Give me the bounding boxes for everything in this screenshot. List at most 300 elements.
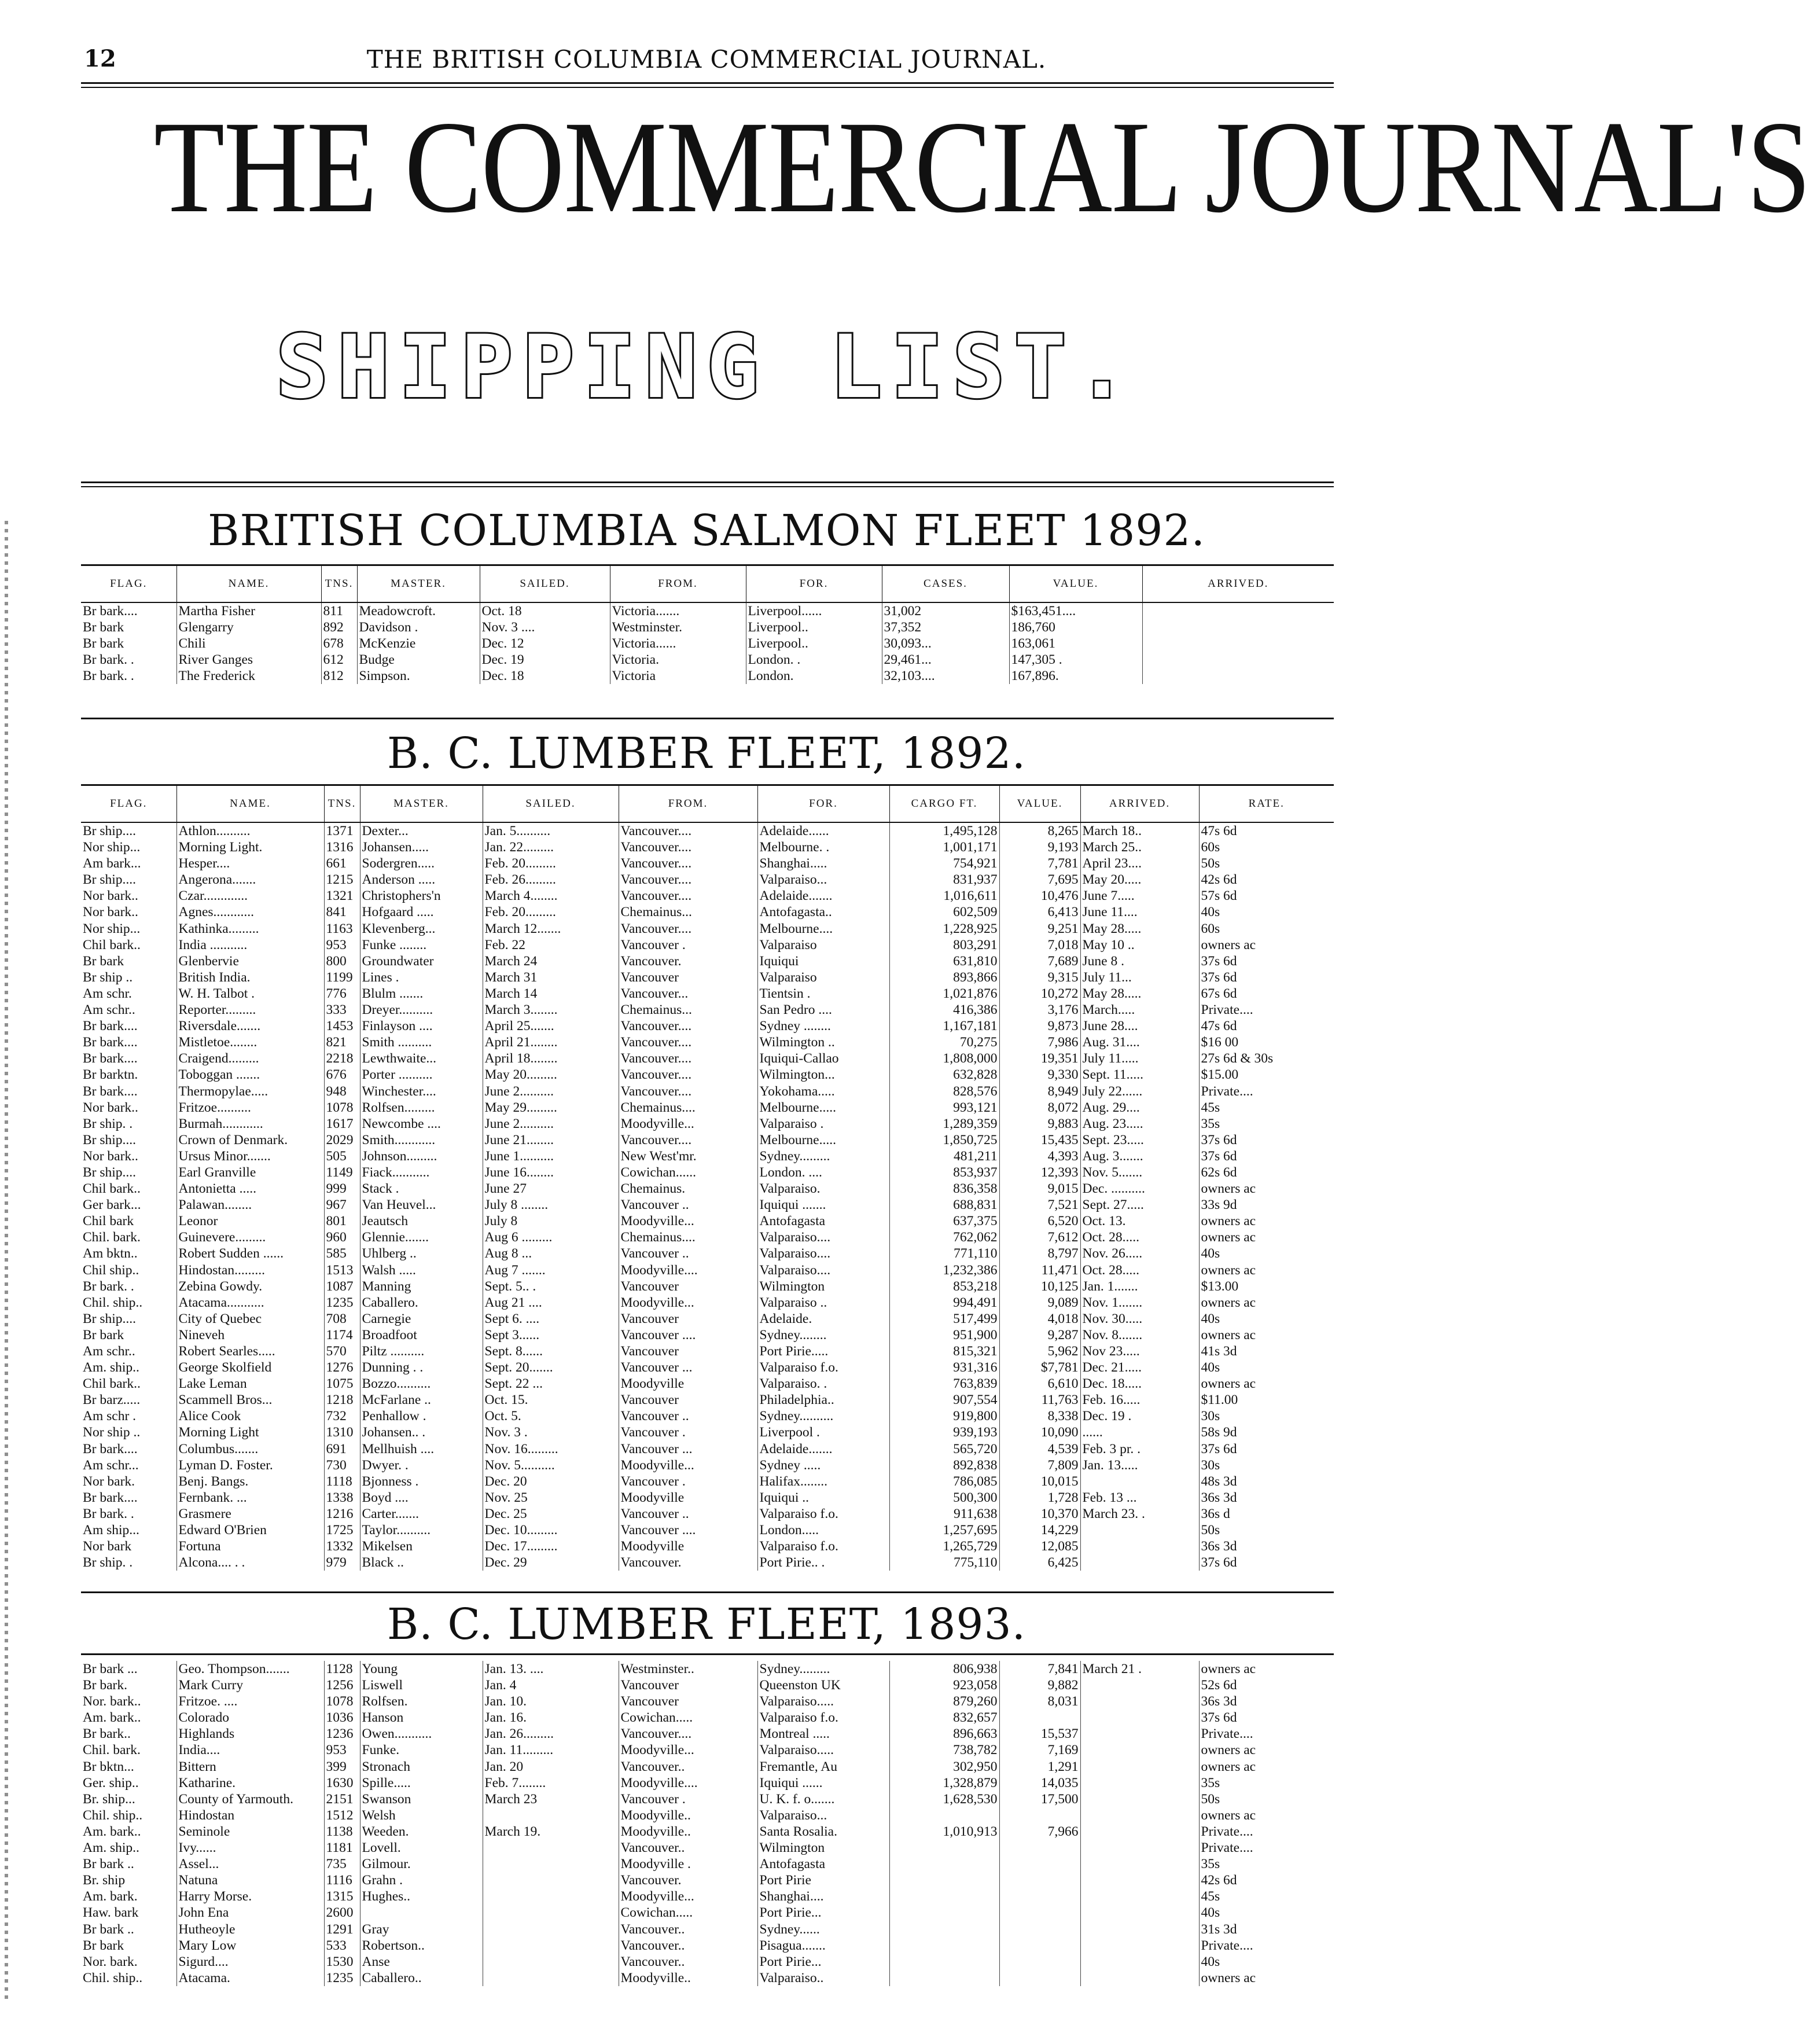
table-cell: Robert Searles.....	[176, 1343, 324, 1359]
table-cell: 1078	[324, 1693, 360, 1710]
table-cell: 661	[324, 855, 360, 872]
table-cell: Nov. 8.......	[1080, 1327, 1199, 1343]
table-cell: Sydney........	[757, 1327, 889, 1343]
table-cell: Liverpool......	[746, 602, 882, 619]
table-cell: 6,520	[999, 1213, 1080, 1229]
table-cell: Chil bark..	[83, 1181, 141, 1197]
table-row	[81, 1132, 1334, 1148]
table-row	[81, 872, 1334, 888]
table-cell: March 14	[483, 986, 619, 1002]
table-cell: Mistletoe........	[176, 1034, 324, 1050]
table-cell: Melbourne.....	[757, 1132, 889, 1148]
table-cell: Br ship....	[83, 1164, 137, 1180]
table-cell: 35s	[1199, 1116, 1334, 1132]
table-cell: Dec. 21.....	[1080, 1359, 1199, 1376]
table-cell: Adelaide......	[757, 822, 889, 839]
table-cell: 7,966	[999, 1824, 1080, 1840]
table-cell: 786,085	[889, 1473, 999, 1490]
table-row	[81, 1278, 1334, 1295]
table-cell: The Frederick	[176, 668, 321, 684]
table-cell: 9,883	[999, 1116, 1080, 1132]
table-cell: 7,809	[999, 1457, 1080, 1473]
table-cell: 1310	[324, 1424, 360, 1440]
table-cell	[999, 1888, 1080, 1905]
table-cell: Br bark ..	[83, 1856, 134, 1872]
table-cell: 40s	[1199, 1245, 1334, 1262]
table-cell: 678	[321, 635, 357, 652]
table-cell: 948	[324, 1083, 360, 1100]
table-cell: 2600	[324, 1905, 360, 1921]
table-cell: Chil. bark.	[83, 1230, 141, 1245]
table-row	[81, 1100, 1334, 1116]
table-cell: July 11.....	[1080, 1050, 1199, 1067]
table-cell: Chil bark..	[83, 937, 141, 953]
table-cell: 771,110	[889, 1245, 999, 1262]
table-cell	[360, 1905, 483, 1921]
table-cell: Aug 7 .......	[483, 1262, 619, 1278]
table-cell: Br bark	[83, 1327, 124, 1343]
table-cell: March 31	[483, 969, 619, 986]
table-row	[81, 1490, 1334, 1506]
table-cell: $163,451....	[1009, 602, 1142, 619]
table-cell: Mikelsen	[360, 1538, 483, 1554]
table-cell: Pisagua.......	[757, 1938, 889, 1954]
table-row	[81, 1457, 1334, 1473]
table-cell: April 23....	[1080, 855, 1199, 872]
table-cell: Sept 3......	[483, 1327, 619, 1343]
table-cell: Am. bark..	[83, 1710, 141, 1726]
table-cell: Am. ship..	[83, 1840, 139, 1856]
table-cell: 1,495,128	[889, 822, 999, 839]
table-cell	[1080, 1921, 1199, 1938]
table-cell: Vancouver	[619, 1278, 757, 1295]
table-cell: Scammell Bros...	[176, 1392, 324, 1408]
table-cell: Fritzoe. ....	[176, 1693, 324, 1710]
table-cell: Iquiqui .......	[757, 1197, 889, 1213]
table-cell: 42s 6d	[1199, 1872, 1334, 1888]
table-cell: 10,090	[999, 1424, 1080, 1440]
table-cell: British India.	[176, 969, 324, 986]
table-cell: 62s 6d	[1199, 1164, 1334, 1181]
table-cell: May 20.........	[483, 1067, 619, 1083]
table-cell: Br bark	[83, 953, 124, 969]
table-cell	[483, 1872, 619, 1888]
table-cell	[889, 1807, 999, 1824]
table-row	[81, 1954, 1334, 1970]
table-cell: Am bktn..	[83, 1246, 138, 1262]
table-cell	[1080, 1888, 1199, 1905]
table-cell: Vancouver.	[619, 1872, 757, 1888]
table-cell: 800	[324, 953, 360, 969]
table-cell: 41s 3d	[1199, 1343, 1334, 1359]
table-cell: Spille.....	[360, 1775, 483, 1791]
table-row	[81, 1554, 1334, 1571]
table-cell	[1142, 602, 1334, 619]
table-cell: 691	[324, 1441, 360, 1457]
table-cell: Leonor	[176, 1213, 324, 1229]
table-cell: 2151	[324, 1791, 360, 1807]
table-row	[81, 1791, 1334, 1807]
table-cell: Nor bark..	[83, 905, 138, 920]
table-cell: Nov. 30.....	[1080, 1311, 1199, 1327]
table-cell: County of Yarmouth.	[176, 1791, 324, 1807]
table-row	[81, 1213, 1334, 1229]
table-cell: $7,781	[999, 1359, 1080, 1376]
table-cell: Natuna	[176, 1872, 324, 1888]
table-row	[81, 855, 1334, 872]
table-cell: India ...........	[176, 937, 324, 953]
table-cell: 967	[324, 1197, 360, 1213]
table-cell: Harry Morse.	[176, 1888, 324, 1905]
table-cell: Moodyville....	[619, 1262, 757, 1278]
table-cell: Nor bark.	[83, 1473, 135, 1489]
table-cell: Br ship....	[83, 1132, 137, 1148]
table-cell: Fiack...........	[360, 1164, 483, 1181]
table-cell: 30,093...	[882, 635, 1009, 652]
table-cell: 892	[321, 619, 357, 635]
table-cell: Feb. 22	[483, 937, 619, 953]
column-header: VALUE.	[1009, 565, 1142, 603]
table-cell: Sept. 22 ...	[483, 1376, 619, 1392]
table-cell	[1080, 1905, 1199, 1921]
table-cell: June 1..........	[483, 1148, 619, 1164]
table-cell	[1080, 1538, 1199, 1554]
table-cell: 812	[321, 668, 357, 684]
table-cell: owners ac	[1199, 1213, 1334, 1229]
table-cell: 1218	[324, 1392, 360, 1408]
table-cell: Yokohama.....	[757, 1083, 889, 1100]
table-cell: 12,393	[999, 1164, 1080, 1181]
table-cell: Mary Low	[176, 1938, 324, 1954]
table-cell	[999, 1856, 1080, 1872]
table-cell: Funke.	[360, 1742, 483, 1758]
table-cell: 735	[324, 1856, 360, 1872]
table-cell: 1128	[324, 1661, 360, 1677]
table-cell	[1142, 668, 1334, 684]
table-cell: 1,850,725	[889, 1132, 999, 1148]
table-cell: Halifax........	[757, 1473, 889, 1490]
table-cell: Valparaiso. .	[757, 1376, 889, 1392]
table-cell	[1080, 1807, 1199, 1824]
table-cell: 36s 3d	[1199, 1538, 1334, 1554]
salmon-fleet-table	[81, 564, 1334, 684]
table-cell: Nov. 25	[483, 1490, 619, 1506]
table-cell: Vancouver	[619, 1343, 757, 1359]
table-cell: 7,612	[999, 1229, 1080, 1245]
table-cell: Mellhuish ....	[360, 1441, 483, 1457]
table-cell: 841	[324, 904, 360, 920]
table-cell	[889, 1921, 999, 1938]
table-cell: Vancouver....	[619, 1132, 757, 1148]
table-row	[81, 1376, 1334, 1392]
table-cell: 35s	[1199, 1775, 1334, 1791]
table-cell: Port Pirie...	[757, 1954, 889, 1970]
table-cell: Oct. 28.....	[1080, 1262, 1199, 1278]
table-cell: 1453	[324, 1018, 360, 1034]
table-row	[81, 1181, 1334, 1197]
table-cell: 302,950	[889, 1759, 999, 1775]
table-cell: 7,841	[999, 1661, 1080, 1677]
table-cell: 637,375	[889, 1213, 999, 1229]
table-cell: 37s 6d	[1199, 1554, 1334, 1571]
table-cell: Dexter...	[360, 822, 483, 839]
table-cell: March 24	[483, 953, 619, 969]
table-cell: Dec. 10.........	[483, 1522, 619, 1538]
table-cell: 7,781	[999, 855, 1080, 872]
table-cell: 33s 9d	[1199, 1197, 1334, 1213]
table-cell: Vancouver .	[619, 1473, 757, 1490]
table-cell: Swanson	[360, 1791, 483, 1807]
table-cell: 1256	[324, 1677, 360, 1693]
column-header: NAME.	[176, 785, 324, 823]
table-cell: Dwyer. .	[360, 1457, 483, 1473]
table-cell: Vancouver.	[619, 953, 757, 969]
table-cell: $16 00	[1199, 1034, 1334, 1050]
table-cell: 1291	[324, 1921, 360, 1938]
lumber-1893-heading: B. C. LUMBER FLEET, 1893.	[387, 1600, 1027, 1649]
table-cell: W. H. Talbot .	[176, 986, 324, 1002]
table-cell: Morning Light	[176, 1424, 324, 1440]
table-cell: 505	[324, 1148, 360, 1164]
table-row	[81, 1018, 1334, 1034]
table-cell: Sept. 8......	[483, 1343, 619, 1359]
table-cell: Cowichan......	[619, 1164, 757, 1181]
table-cell: Penhallow .	[360, 1408, 483, 1424]
table-cell: 1725	[324, 1522, 360, 1538]
table-cell	[999, 1954, 1080, 1970]
table-row	[81, 1083, 1334, 1100]
table-cell: Dec. 29	[483, 1554, 619, 1571]
table-cell: Br ship....	[83, 872, 137, 888]
table-cell: Br bktn...	[83, 1759, 134, 1774]
table-cell: 1,728	[999, 1490, 1080, 1506]
table-cell: Br bark	[83, 620, 124, 635]
table-cell: Feb. 3 pr. .	[1080, 1441, 1199, 1457]
table-cell: Wilmington ..	[757, 1034, 889, 1050]
table-cell	[1080, 1954, 1199, 1970]
table-cell: Dec. 19	[480, 652, 610, 668]
table-cell: Chemainus...	[619, 1002, 757, 1018]
table-cell: Victoria......	[610, 635, 746, 652]
table-cell: 32,103....	[882, 668, 1009, 684]
lumber-1892-table	[81, 784, 1334, 1571]
table-cell: Vancouver....	[619, 1726, 757, 1742]
table-cell: 15,435	[999, 1132, 1080, 1148]
table-cell: 42s 6d	[1199, 872, 1334, 888]
table-cell: Owen...........	[360, 1726, 483, 1742]
table-cell: Sept. 11.....	[1080, 1067, 1199, 1083]
table-cell: Liverpool .	[757, 1424, 889, 1440]
table-cell: Nor bark..	[83, 1100, 138, 1115]
table-cell: Br bark....	[83, 1083, 138, 1099]
table-row	[81, 1050, 1334, 1067]
table-cell: Davidson .	[357, 619, 480, 635]
table-cell: Alcona.... . .	[176, 1554, 324, 1571]
table-cell: 931,316	[889, 1359, 999, 1376]
table-cell: 9,089	[999, 1295, 1080, 1311]
table-cell: London. ....	[757, 1164, 889, 1181]
table-cell	[483, 1938, 619, 1954]
table-cell: Private....	[1199, 1083, 1334, 1100]
table-cell: 1,257,695	[889, 1522, 999, 1538]
table-cell: Jeautsch	[360, 1213, 483, 1229]
column-header: ARRIVED.	[1142, 565, 1334, 603]
table-cell: 45s	[1199, 1100, 1334, 1116]
table-cell: Port Pirie	[757, 1872, 889, 1888]
table-cell: owners ac	[1199, 1661, 1334, 1677]
table-cell: Sept. 20.......	[483, 1359, 619, 1376]
table-cell: San Pedro ....	[757, 1002, 889, 1018]
table-row	[81, 619, 1334, 635]
table-cell: Bittern	[176, 1759, 324, 1775]
table-cell	[1142, 635, 1334, 652]
table-row	[81, 839, 1334, 855]
table-cell: 8,072	[999, 1100, 1080, 1116]
table-cell: Vancouver....	[619, 822, 757, 839]
table-cell: Br bark. .	[83, 652, 134, 668]
table-cell: Santa Rosalia.	[757, 1824, 889, 1840]
lumber-1892-heading: B. C. LUMBER FLEET, 1892.	[387, 729, 1027, 778]
table-cell: Angerona.......	[176, 872, 324, 888]
table-cell: 1513	[324, 1262, 360, 1278]
table-cell: Br ship ..	[83, 969, 133, 985]
table-cell: Chemainus.	[619, 1181, 757, 1197]
table-row	[81, 1872, 1334, 1888]
table-cell: May 28.....	[1080, 986, 1199, 1002]
table-cell: Br ship....	[83, 824, 137, 839]
table-cell: Black ..	[360, 1554, 483, 1571]
table-cell	[999, 1921, 1080, 1938]
table-cell	[1080, 1824, 1199, 1840]
table-cell	[1080, 1522, 1199, 1538]
table-cell: Grahn .	[360, 1872, 483, 1888]
table-cell: Finlayson ....	[360, 1018, 483, 1034]
table-cell: Am. bark.	[83, 1889, 138, 1905]
table-cell: Crown of Denmark.	[176, 1132, 324, 1148]
table-cell: March 21 .	[1080, 1661, 1199, 1677]
table-cell: $13.00	[1199, 1278, 1334, 1295]
table-cell: Vancouver ..	[619, 1506, 757, 1522]
column-header: CARGO FT.	[889, 785, 999, 823]
table-cell: 9,015	[999, 1181, 1080, 1197]
table-cell: U. K. f. o.......	[757, 1791, 889, 1807]
table-cell: Nor ship...	[83, 840, 141, 855]
table-cell: Manning	[360, 1278, 483, 1295]
table-cell: Iquiqui	[757, 953, 889, 969]
table-cell: 775,110	[889, 1554, 999, 1571]
table-cell: Br bark. .	[83, 668, 134, 684]
table-cell: 481,211	[889, 1148, 999, 1164]
table-row	[81, 1888, 1334, 1905]
table-row	[81, 953, 1334, 969]
table-cell: Iquiqui ......	[757, 1775, 889, 1791]
table-cell: Dunning . .	[360, 1359, 483, 1376]
table-cell: Br bark....	[83, 1035, 138, 1050]
table-cell: Private....	[1199, 1938, 1334, 1954]
table-cell: Tientsin .	[757, 986, 889, 1002]
table-cell: Port Pirie.. .	[757, 1554, 889, 1571]
table-cell: 911,638	[889, 1506, 999, 1522]
table-row	[81, 1661, 1334, 1677]
table-cell: Vancouver ..	[619, 1408, 757, 1424]
table-cell: Valparaiso f.o.	[757, 1506, 889, 1522]
table-cell: Feb. 26.........	[483, 872, 619, 888]
table-cell: 31s 3d	[1199, 1921, 1334, 1938]
table-cell: 9,193	[999, 839, 1080, 855]
table-cell: June 2..........	[483, 1083, 619, 1100]
table-cell: 960	[324, 1229, 360, 1245]
table-cell: Sydney.........	[757, 1661, 889, 1677]
table-cell: 7,695	[999, 872, 1080, 888]
table-cell: 1332	[324, 1538, 360, 1554]
table-cell: Ivy......	[176, 1840, 324, 1856]
table-cell	[1080, 1938, 1199, 1954]
table-cell: Wilmington...	[757, 1067, 889, 1083]
table-cell: 45s	[1199, 1888, 1334, 1905]
table-cell: 994,491	[889, 1295, 999, 1311]
table-cell: Athlon..........	[176, 822, 324, 839]
section-rule-2	[81, 1591, 1334, 1593]
table-cell: owners ac	[1199, 1181, 1334, 1197]
table-cell: Sept 6. ....	[483, 1311, 619, 1327]
table-cell: Valparaiso ..	[757, 1295, 889, 1311]
table-cell: Chemainus...	[619, 904, 757, 920]
table-cell	[1080, 1970, 1199, 1986]
table-cell: Feb. 20.........	[483, 855, 619, 872]
table-cell: April 25.......	[483, 1018, 619, 1034]
table-cell: Adelaide.......	[757, 888, 889, 904]
table-cell: Colorado	[176, 1710, 324, 1726]
table-cell: Newcombe ....	[360, 1116, 483, 1132]
table-cell: Riversdale.......	[176, 1018, 324, 1034]
table-cell: Chil. ship..	[83, 1970, 143, 1986]
section-rule-3	[81, 1653, 1334, 1655]
table-row	[81, 635, 1334, 652]
table-cell: 10,015	[999, 1473, 1080, 1490]
table-cell: 57s 6d	[1199, 888, 1334, 904]
table-cell: Palawan........	[176, 1197, 324, 1213]
column-header: FOR.	[746, 565, 882, 603]
table-cell: Sydney .....	[757, 1457, 889, 1473]
table-cell: Vancouver....	[619, 888, 757, 904]
table-cell: Br bark..	[83, 1726, 131, 1742]
table-cell: May 29.........	[483, 1100, 619, 1116]
table-row	[81, 1327, 1334, 1343]
table-cell: Vancouver ...	[619, 1441, 757, 1457]
table-cell: 399	[324, 1759, 360, 1775]
table-row	[81, 937, 1334, 953]
table-cell: 1078	[324, 1100, 360, 1116]
table-cell: 1036	[324, 1710, 360, 1726]
table-row	[81, 822, 1334, 839]
table-cell: 832,657	[889, 1710, 999, 1726]
lumber-1893-table	[81, 1661, 1334, 1986]
table-cell: Nov. 5.......	[1080, 1164, 1199, 1181]
table-row	[81, 652, 1334, 668]
column-header: FROM.	[610, 565, 746, 603]
table-cell: 1316	[324, 839, 360, 855]
table-cell: Guinevere.........	[176, 1229, 324, 1245]
table-cell: Wilmington	[757, 1278, 889, 1295]
table-cell: 1116	[324, 1872, 360, 1888]
table-cell: Moodyville..	[619, 1970, 757, 1986]
table-cell: 801	[324, 1213, 360, 1229]
table-cell: 1163	[324, 921, 360, 937]
table-cell: Young	[360, 1661, 483, 1677]
table-cell: Nor ship...	[83, 921, 141, 936]
table-cell: Assel...	[176, 1856, 324, 1872]
table-cell: John Ena	[176, 1905, 324, 1921]
